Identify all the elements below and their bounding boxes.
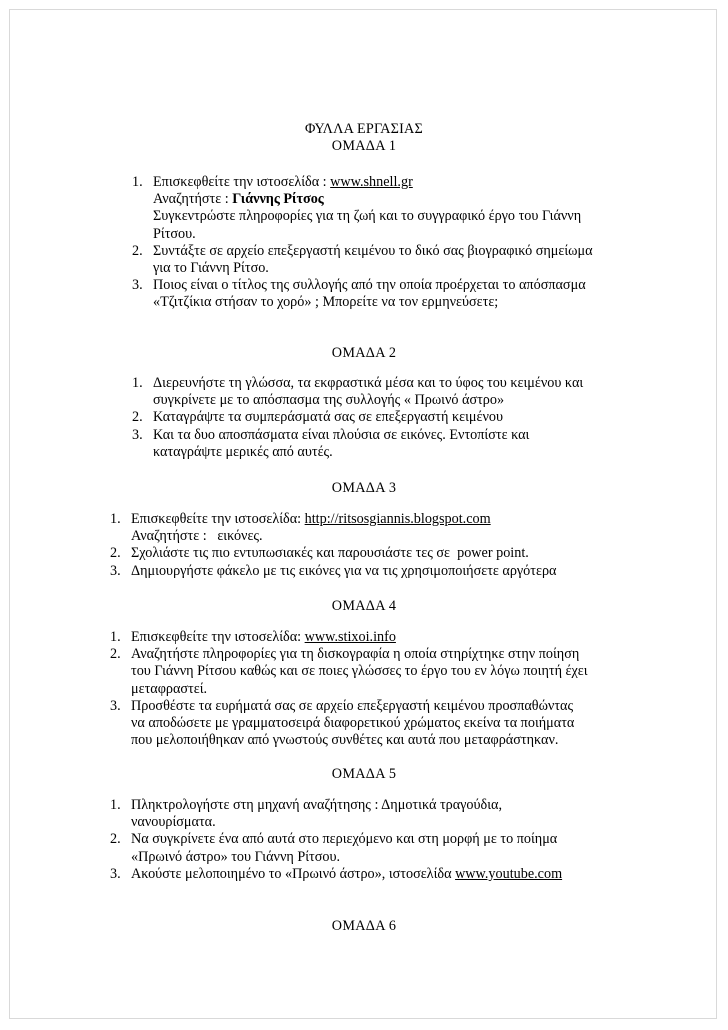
item-line (131, 511, 556, 528)
search-term: Γιάννης Ρίτσος (232, 191, 324, 208)
group-3-list (110, 511, 557, 580)
item-line: Αναζητήστε πληροφορίες για τη δισκογραφία η οποία στηρίχτηκε στην ποίηση (131, 646, 580, 663)
group-3-item-1 (110, 511, 556, 545)
item-line: του Γιάννη Ρίτσου καθώς και σε ποιες γλώσσες το έργο του εν λόγω ποιητή έχει (131, 663, 588, 680)
item-number: 1. (110, 629, 121, 645)
item-number: 2. (132, 409, 143, 426)
group-4-item-1 (110, 629, 588, 646)
group-2-title: ΟΜΑΔΑ 2 (331, 345, 397, 361)
group-1-item-1 (132, 174, 593, 243)
item-text: Ακούστε μελοποιημένο το «Πρωινό άστρο», ιστοσελίδα (131, 865, 456, 882)
group-2-item-2 (132, 409, 583, 426)
item-line: «Τζιτζίκια στήσαν το χορό» ; Μπορείτε να τον ερμηνεύσετε; (153, 294, 499, 311)
group-1-item-2 (132, 242, 593, 277)
stixoi-link[interactable]: www.stixoi.info (304, 629, 396, 645)
group-5-item-3 (110, 865, 563, 883)
shnell-link[interactable]: www.shnell.gr (330, 174, 413, 190)
item-line: Δημιουργήστε φάκελο με τις εικόνες για να τις χρησιμοποιήσετε αργότερα (131, 562, 557, 579)
item-number: 2. (110, 545, 121, 562)
item-line: μεταφραστεί. (131, 680, 208, 697)
item-line (131, 629, 588, 646)
item-line: Ποιος είναι ο τίτλος της συλλογής από την οποία προέρχεται το απόσπασμα (153, 277, 586, 294)
item-number: 1. (132, 375, 143, 391)
item-number: 2. (132, 242, 143, 259)
item-line (153, 174, 593, 191)
item-line: καταγράψτε μερικές από αυτές. (153, 443, 333, 460)
group-4-item-3 (110, 697, 588, 750)
item-line: Και τα δυο αποσπάσματα είναι πλούσια σε εικόνες. Εντοπίστε και (153, 426, 530, 443)
item-number: 1. (132, 174, 143, 190)
group-2-list (132, 375, 584, 461)
item-text: Επισκεφθείτε την ιστοσελίδα: (131, 629, 305, 645)
item-number: 3. (110, 697, 121, 714)
item-number: 2. (110, 646, 121, 663)
item-text: Αναζητήστε : (153, 191, 233, 208)
item-line (131, 866, 562, 883)
group-1-list (132, 174, 593, 312)
group-1-item-3 (132, 277, 593, 311)
item-number: 3. (110, 865, 121, 882)
item-line: να αποδώσετε με γραμματοσειρά διαφορετικού χρώματος εκείνα τα ποιήματα (131, 715, 575, 732)
item-line: Προσθέστε τα ευρήματά σας σε αρχείο επεξεργαστή κειμένου προσπαθώντας (131, 697, 574, 714)
item-line: Καταγράψτε τα συμπεράσματά σας σε επεξεργαστή κειμένου (153, 409, 503, 426)
group-3-item-2 (110, 545, 556, 562)
item-number: 3. (132, 277, 143, 294)
item-line: «Πρωινό άστρο» του Γιάννη Ρίτσου. (131, 848, 341, 865)
document-title: ΦΥΛΛΑ ΕΡΓΑΣΙΑΣ (305, 121, 423, 137)
item-line: Πληκτρολογήστε στη μηχανή αναζήτησης : Δημοτικά τραγούδια, (131, 797, 503, 813)
item-number: 2. (110, 831, 121, 848)
item-line: συγκρίνετε με το απόσπασμα της συλλογής « Πρωινό άστρο» (153, 392, 505, 409)
item-number: 3. (110, 562, 121, 579)
item-text: Επισκεφθείτε την ιστοσελίδα : (153, 174, 331, 190)
item-line: Ρίτσου. (153, 225, 196, 242)
ritsos-blog-link[interactable]: http://ritsosgiannis.blogspot.com (304, 511, 491, 527)
item-line: Συγκεντρώστε πληροφορίες για τη ζωή και το συγγραφικό έργο του Γιάννη (153, 208, 582, 225)
group-5-item-2 (110, 831, 562, 865)
item-line (153, 191, 593, 208)
group-5-list (110, 797, 563, 883)
item-number: 3. (132, 426, 143, 443)
item-number: 1. (110, 511, 121, 527)
group-3-title: ΟΜΑΔΑ 3 (331, 480, 397, 496)
item-line: νανουρίσματα. (131, 814, 216, 831)
item-text: Επισκεφθείτε την ιστοσελίδα: (131, 511, 305, 527)
item-number: 1. (110, 797, 121, 813)
group-5-title: ΟΜΑΔΑ 5 (331, 766, 397, 782)
group-4-item-2 (110, 646, 588, 698)
item-line: που μελοποιήθηκαν από γνωστούς συνθέτες και αυτά που μεταφράστηκαν. (131, 732, 559, 749)
youtube-link[interactable]: www.youtube.com (455, 865, 563, 882)
group-2-item-1 (132, 375, 584, 409)
group-2-item-3 (132, 426, 583, 461)
item-line: Να συγκρίνετε ένα από αυτά στο περιεχόμενο και στη μορφή με το ποίημα (131, 831, 558, 848)
item-line: Διερευνήστε τη γλώσσα, τα εκφραστικά μέσα και το ύφος του κειμένου και (153, 375, 584, 391)
group-5-item-1 (110, 797, 562, 831)
item-line: Σχολιάστε τις πιο εντυπωσιακές και παρουσιάστε τες σε power point. (131, 545, 529, 562)
item-line: για το Γιάννη Ρίτσο. (153, 260, 269, 277)
group-1-title: ΟΜΑΔΑ 1 (331, 138, 397, 154)
item-line: Αναζητήστε : εικόνες. (131, 528, 263, 545)
group-3-item-3 (110, 562, 557, 580)
group-4-list (110, 629, 588, 749)
item-line: Συντάξτε σε αρχείο επεξεργαστή κειμένου το δικό σας βιογραφικό σημείωμα (153, 242, 593, 259)
group-6-title: ΟΜΑΔΑ 6 (331, 918, 397, 934)
group-4-title: ΟΜΑΔΑ 4 (331, 598, 397, 614)
